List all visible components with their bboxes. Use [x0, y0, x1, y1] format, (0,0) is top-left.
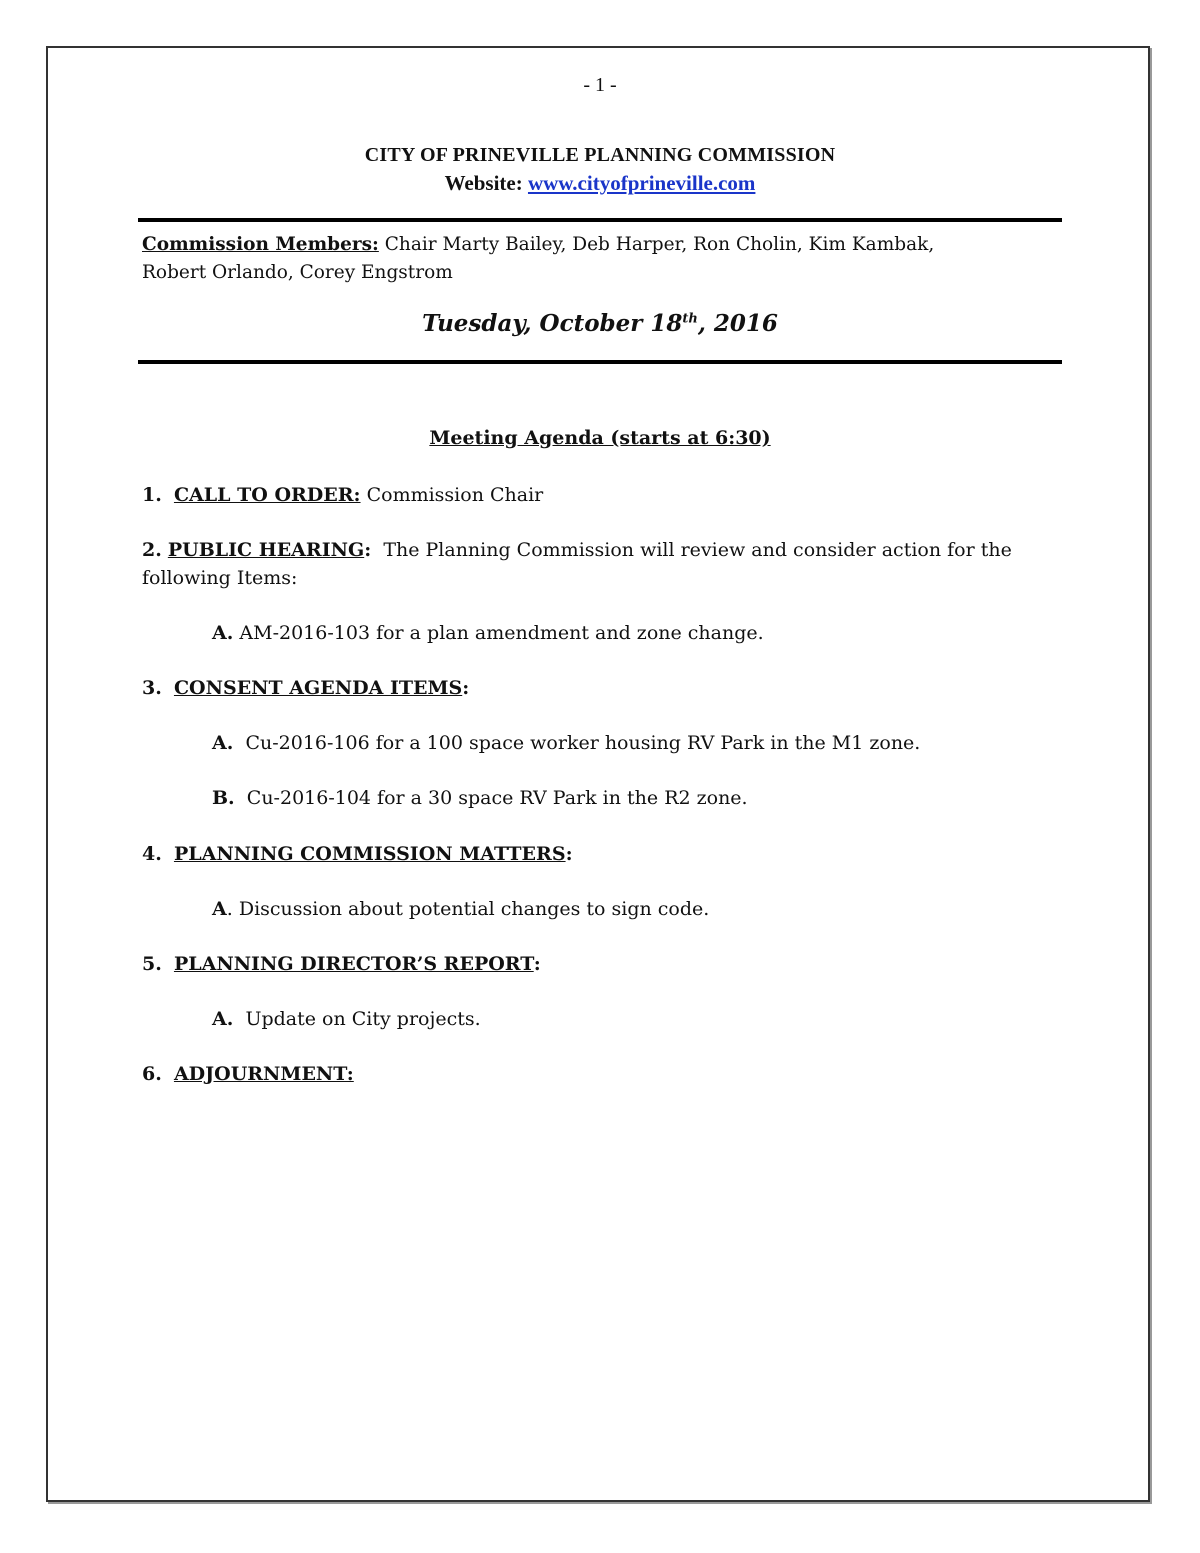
subitem-text: Cu-2016-104 for a 30 space RV Park in the R2 zone.	[246, 787, 748, 809]
members-line-1: Chair Marty Bailey, Deb Harper, Ron Cholin, Kim Kambak,	[384, 234, 935, 255]
item-text: The Planning Commission will review and consider action for the following Items:	[142, 539, 1012, 589]
item-number: 4.	[142, 843, 162, 865]
item-number: 3.	[142, 677, 162, 699]
date-ordinal-suffix: th	[682, 311, 698, 327]
subitem-consent-a	[212, 729, 1042, 757]
organization-title: CITY OF PRINEVILLE PLANNING COMMISSION	[364, 144, 836, 166]
subitem-text: AM-2016-103 for a plan amendment and zone change.	[239, 622, 764, 644]
website-label: Website:	[444, 171, 523, 195]
date-year: , 2016	[697, 310, 778, 337]
agenda-item-call-to-order	[142, 481, 1042, 509]
agenda-heading: Meeting Agenda (starts at 6:30)	[429, 427, 771, 449]
meeting-date	[0, 310, 1200, 337]
item-number: 5.	[142, 953, 162, 975]
agenda-item-directors-report	[142, 950, 1042, 978]
item-colon: :	[462, 677, 470, 699]
agenda-item-public-hearing	[142, 536, 1042, 592]
website-line	[0, 171, 1200, 196]
item-number: 6.	[142, 1063, 162, 1085]
header-rule-top	[138, 218, 1062, 222]
item-text: Commission Chair	[366, 484, 544, 506]
item-heading: ADJOURNMENT:	[173, 1063, 354, 1085]
subitem-consent-b	[212, 784, 1042, 812]
agenda-item-commission-matters	[142, 840, 1042, 868]
subitem-text: . Discussion about potential changes to sign code.	[226, 898, 710, 920]
subitem-text: Cu-2016-106 for a 100 space worker housing RV Park in the M1 zone.	[245, 732, 921, 754]
item-heading: PUBLIC HEARING	[167, 539, 365, 561]
website-link[interactable]: www.cityofprineville.com	[527, 171, 756, 195]
header-rule-bottom	[138, 360, 1062, 364]
subitem-letter: A	[212, 898, 227, 920]
subitem-commission-matters-a	[212, 895, 1042, 923]
item-heading: CALL TO ORDER:	[173, 484, 361, 506]
agenda-item-adjournment	[142, 1060, 1042, 1088]
subitem-letter: B.	[212, 787, 235, 809]
commission-members	[142, 231, 1042, 287]
item-number: 1.	[142, 484, 162, 506]
subitem-letter: A.	[212, 1008, 234, 1030]
item-heading: PLANNING COMMISSION MATTERS	[173, 843, 566, 865]
members-label: Commission Members:	[142, 234, 379, 255]
subitem-text: Update on City projects.	[245, 1008, 481, 1030]
item-heading: PLANNING DIRECTOR’S REPORT	[173, 953, 534, 975]
item-colon: :	[533, 953, 541, 975]
subitem-letter: A.	[212, 732, 234, 754]
item-number: 2.	[142, 539, 162, 561]
members-line-2: Robert Orlando, Corey Engstrom	[142, 262, 453, 283]
agenda-item-consent-agenda	[142, 674, 1042, 702]
item-colon: :	[565, 843, 573, 865]
subitem-directors-report-a	[212, 1005, 1042, 1033]
item-colon: :	[364, 539, 372, 561]
subitem-letter: A.	[212, 622, 234, 644]
date-main: Tuesday, October 18	[422, 310, 683, 337]
page-number: - 1 -	[583, 74, 617, 96]
subitem-public-hearing-a	[212, 619, 1042, 647]
item-heading: CONSENT AGENDA ITEMS	[173, 677, 463, 699]
